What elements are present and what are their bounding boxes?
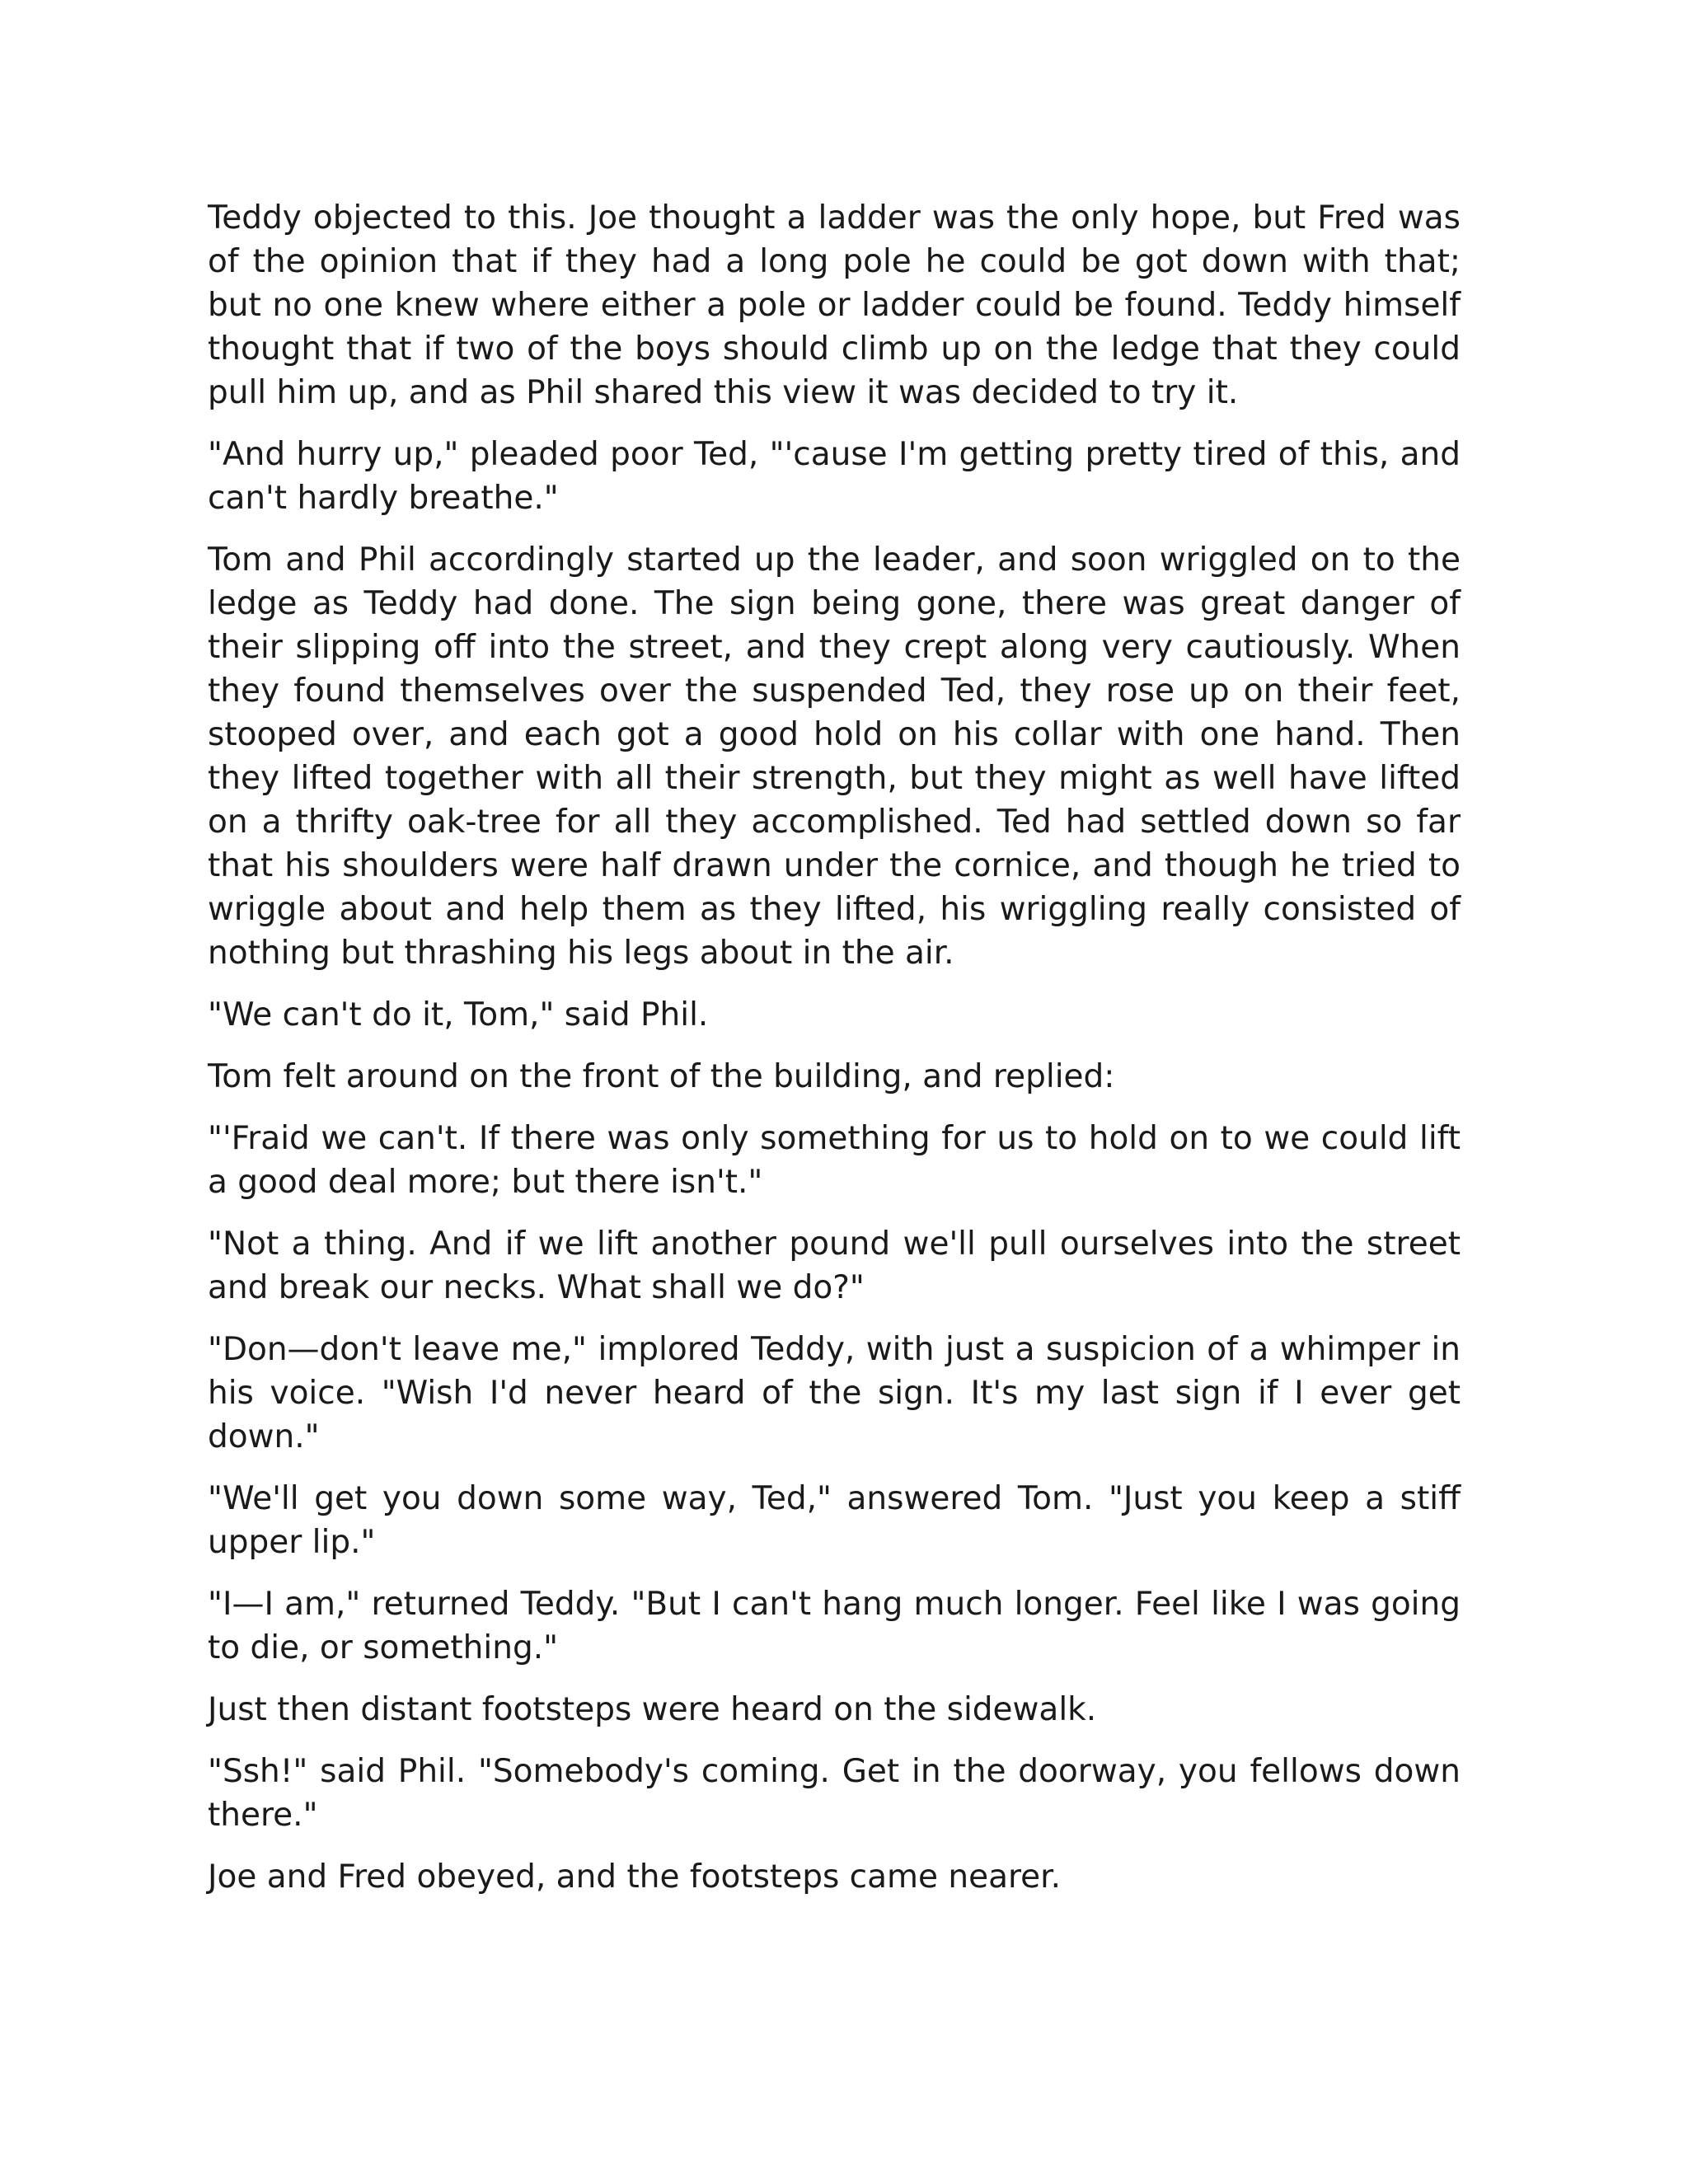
paragraph-11: Just then distant footsteps were heard on the sidewalk. bbox=[208, 1691, 1097, 1728]
paragraph-13: Joe and Fred obeyed, and the footsteps came nearer. bbox=[208, 1858, 1062, 1896]
paragraph-10: "I—I am," returned Teddy. "But I can't hang much longer. Feel like I was going to die, or something." bbox=[208, 1586, 1461, 1666]
paragraph-1: Teddy objected to this. Joe thought a ladder was the only hope, but Fred was of the opinion that if they had a long pole he could be got down with that; but no one knew where either a pole or ladder could be found. Teddy himself thought that if two of the boys should climb up on the ledge that they could pull him up, and as Phil shared this view it was decided to try it. bbox=[208, 199, 1461, 411]
paragraph-12: "Ssh!" said Phil. "Somebody's coming. Get in the doorway, you fellows down there." bbox=[208, 1753, 1461, 1834]
paragraph-3: Tom and Phil accordingly started up the leader, and soon wriggled on to the ledge as Teddy had done. The sign being gone, there was great danger of their slipping off into the street, and they crept along very cautiously. When they found themselves over the suspended Ted, they rose up on their feet, stooped over, and each got a good hold on his collar with one hand. Then they lifted together with all their strength, but they might as well have lifted on a thrifty oak-tree for all they accomplished. Ted had settled down so far that his shoulders were half drawn under the cornice, and though he tried to wriggle about and help them as they lifted, his wriggling really consisted of nothing but thrashing his legs about in the air. bbox=[208, 541, 1461, 972]
paragraph-9: "We'll get you down some way, Ted," answered Tom. "Just you keep a stiff upper lip." bbox=[208, 1480, 1461, 1561]
document-page bbox=[208, 196, 1461, 1917]
paragraph-6: "'Fraid we can't. If there was only something for us to hold on to we could lift a good deal more; but there isn't." bbox=[208, 1120, 1461, 1201]
paragraph-5: Tom felt around on the front of the building, and replied: bbox=[208, 1058, 1115, 1095]
paragraph-8: "Don—don't leave me," implored Teddy, with just a suspicion of a whimper in his voice. "Wish I'd never heard of the sign. It's my last sign if I ever get down." bbox=[208, 1331, 1461, 1455]
paragraph-4: "We can't do it, Tom," said Phil. bbox=[208, 996, 709, 1033]
paragraph-2: "And hurry up," pleaded poor Ted, "'cause I'm getting pretty tired of this, and can't hardly breathe." bbox=[208, 436, 1461, 517]
paragraph-7: "Not a thing. And if we lift another pound we'll pull ourselves into the street and break our necks. What shall we do?" bbox=[208, 1226, 1461, 1306]
